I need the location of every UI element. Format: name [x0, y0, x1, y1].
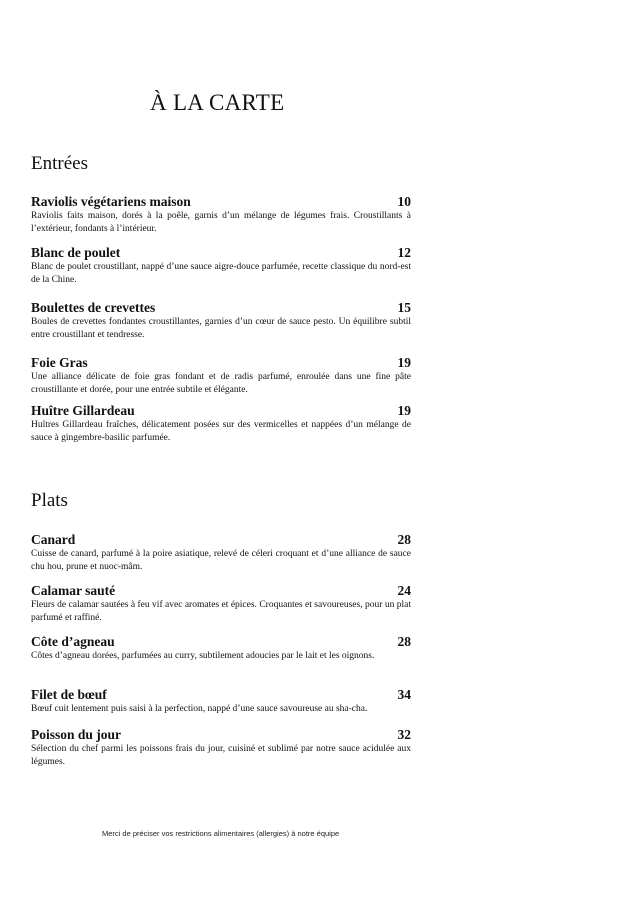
menu-item-name: Boulettes de crevettes	[31, 300, 156, 315]
menu-item-name: Filet de bœuf	[31, 687, 107, 702]
menu-item-description: Blanc de poulet croustillant, nappé d’une sauce aigre-douce parfumée, recette classique du nord-est de la Chine.	[31, 262, 411, 285]
menu-item-price: 19	[397, 355, 411, 370]
menu-item-description: Boules de crevettes fondantes croustillantes, garnies d’un cœur de sauce pesto. Un équilibre subtil entre croustillant et tendresse.	[31, 317, 411, 340]
menu-item-price: 12	[397, 245, 411, 260]
menu-item-price: 34	[397, 687, 411, 702]
menu-item-price: 28	[397, 634, 411, 649]
menu-item	[31, 245, 411, 300]
menu-item-name: Huître Gillardeau	[31, 403, 135, 418]
menu-item-name: Calamar sauté	[31, 583, 116, 598]
menu-item	[31, 727, 411, 767]
menu-item-name: Raviolis végétariens maison	[31, 194, 191, 209]
menu-item-price: 24	[397, 583, 411, 598]
menu-item-name: Canard	[31, 532, 76, 547]
menu-item	[31, 634, 411, 687]
menu-item	[31, 194, 411, 245]
menu-item-name: Poisson du jour	[31, 727, 122, 742]
menu-item-description: Raviolis faits maison, dorés à la poêle, garnis d’un mélange de légumes frais. Croustillants à l’extérieur, fondants à l’intérieur.	[31, 211, 411, 234]
menu-item	[31, 300, 411, 355]
menu-item-price: 28	[397, 532, 411, 547]
allergy-note: Merci de préciser vos restrictions alimentaires (allergies) à notre équipe	[102, 829, 340, 838]
menu-item-name: Blanc de poulet	[31, 245, 121, 260]
menu-item-name: Foie Gras	[31, 355, 88, 370]
menu-item	[31, 355, 411, 403]
menu-item-description: Huîtres Gillardeau fraîches, délicatement posées sur des vermicelles et nappées d’un mélange de sauce à gingembre-basilic parfumée.	[31, 420, 411, 443]
menu-title: À LA CARTE	[150, 90, 285, 115]
menu-item-price: 32	[397, 727, 411, 742]
menu-item	[31, 687, 411, 727]
menu-item-name: Côte d’agneau	[31, 634, 115, 649]
menu-item-price: 10	[397, 194, 411, 209]
menu-item-description: Côtes d’agneau dorées, parfumées au curry, subtilement adoucies par le lait et les oignons.	[31, 651, 375, 661]
menu-item-description: Fleurs de calamar sautées à feu vif avec aromates et épices. Croquantes et savoureuses, pour un plat parfumé et raffiné.	[31, 600, 411, 623]
menu-item	[31, 583, 411, 634]
menu-item	[31, 532, 411, 583]
menu-item-description: Bœuf cuit lentement puis saisi à la perfection, nappé d’une sauce savoureuse au sha-cha.	[31, 704, 368, 714]
menu-item	[31, 403, 411, 455]
section-heading-entrees: Entrées	[31, 153, 88, 174]
entrees-list	[31, 194, 411, 455]
menu-item-description: Sélection du chef parmi les poissons frais du jour, cuisiné et sublimé par notre sauce acidulée aux légumes.	[31, 744, 411, 767]
plats-list	[31, 532, 411, 767]
section-heading-plats: Plats	[31, 490, 68, 511]
menu-item-description: Une alliance délicate de foie gras fondant et de radis parfumé, enroulée dans une fine pâte croustillante et dorée, pour une entrée subtile et élégante.	[31, 372, 411, 395]
menu-item-price: 19	[397, 403, 411, 418]
menu-item-price: 15	[397, 300, 411, 315]
menu-item-description: Cuisse de canard, parfumé à la poire asiatique, relevé de céleri croquant et d’une alliance de sauce chu hou, prune et nuoc-mâm.	[31, 549, 411, 572]
